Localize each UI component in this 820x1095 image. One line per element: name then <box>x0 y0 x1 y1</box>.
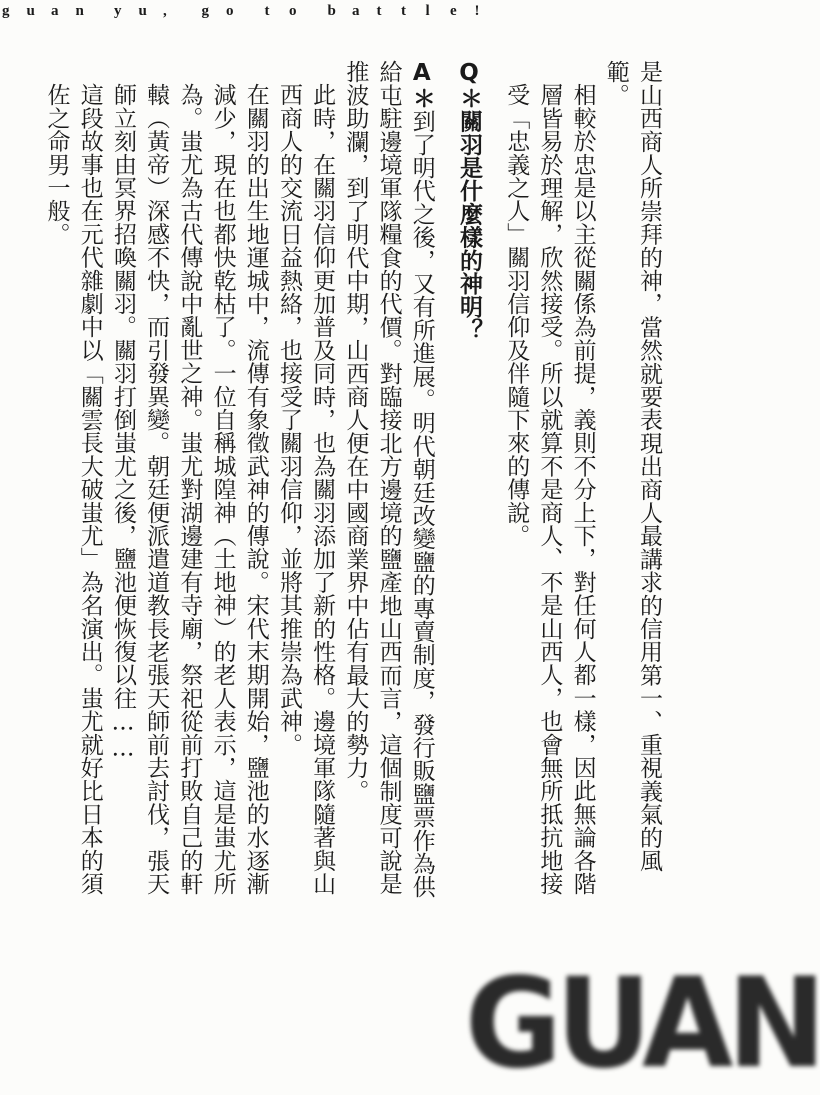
header-char: b <box>327 2 336 19</box>
logo-lettering: GUAN <box>465 950 820 1095</box>
paragraph-5: 在關羽的出生地運城中，流傳有象徵武神的傳說。宋代末期開始，鹽池的水逐漸減少，現在也都快乾枯了。一位自稱城隍神（土地神）的老人表示，這是蚩尤所為。蚩尤為古代傳說中亂世之神。蚩尤對湖邊建有寺廟，祭祀從前打敗自己的軒轅（黃帝）深感不快，而引發異變。朝廷便派遣道教長老張天師前去討伐，張天師立刻由冥界招喚關羽。關羽打倒蚩尤之後，鹽池便恢復以往…… <box>109 83 269 895</box>
header-char: g <box>201 2 209 19</box>
header-char: , <box>163 2 167 19</box>
header-char: a <box>51 2 59 19</box>
header-char: t <box>401 2 406 19</box>
header-char: l <box>425 2 430 19</box>
paragraph-6: 這段故事也在元代雜劇中以「關雲長大破蚩尤」為名演出。蚩尤就好比日本的須佐之命男一般。 <box>43 83 103 895</box>
header-char: n <box>75 2 84 19</box>
header-char: ! <box>474 2 480 19</box>
answer-text: 到了明代之後，又有所進展。明代朝廷改變鹽的專賣制度，發行販鹽票作為供給屯駐邊境軍隊糧食的代價。對臨接北方邊境的鹽產地山西而言，這個制度可說是推波助瀾，到了明代中期，山西商人便在中國商業界中佔有最大的勢力。 <box>342 60 435 899</box>
paragraph-4: 此時，在關羽信仰更加普及同時，也為關羽添加了新的性格。邊境軍隊隨著與山西商人的交流日益熱絡，也接受了關羽信仰，並將其推崇為武神。 <box>275 83 336 895</box>
header-char: y <box>114 2 122 19</box>
header-char: u <box>138 2 147 19</box>
question-heading: Q＊關羽是什麼樣的神明？ <box>455 60 482 342</box>
header-char: g <box>2 2 10 19</box>
running-header <box>0 0 560 22</box>
header-char: e <box>450 2 457 19</box>
header-char: t <box>376 2 382 19</box>
paragraph-answer <box>338 60 438 900</box>
header-char: u <box>26 2 35 19</box>
header-char: o <box>289 2 297 19</box>
guan-logo <box>455 950 820 1095</box>
paragraph-2: 相較於忠是以主從關係為前提，義則不分上下，對任何人都一樣，因此無論各階層皆易於理解，欣然接受。所以就算不是商人、不是山西人，也會無所抵抗地接受「忠義之人」關羽信仰及伴隨下來的傳說。 <box>503 83 596 895</box>
vertical-text-body <box>39 60 665 900</box>
answer-label: A＊ <box>408 60 435 110</box>
header-char: a <box>352 2 360 19</box>
header-char: t <box>264 2 270 19</box>
paragraph-1: 是山西商人所崇拜的神，當然就要表現出商人最講求的信用第一、重視義氣的風範。 <box>602 60 662 872</box>
header-char: o <box>226 2 234 19</box>
